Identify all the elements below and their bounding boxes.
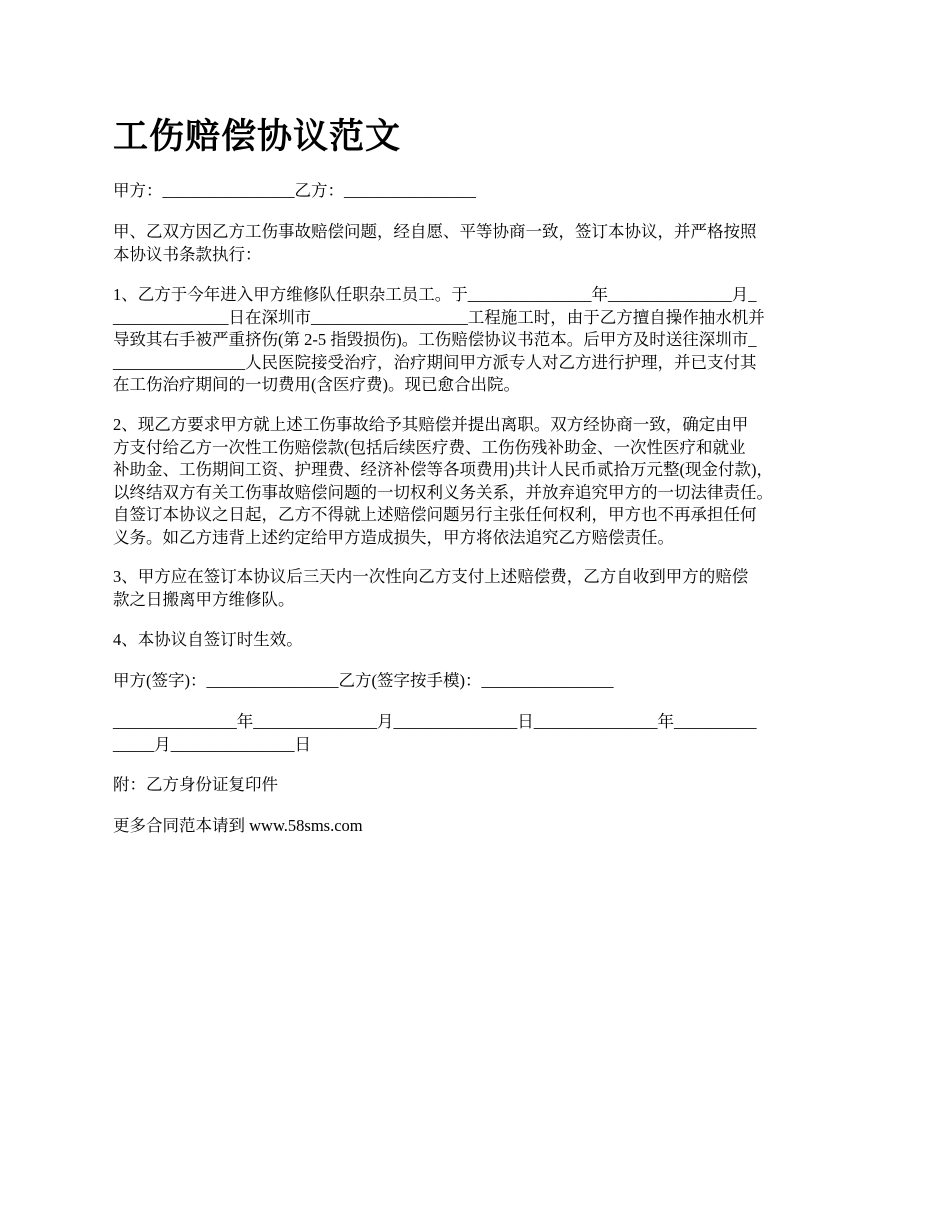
more-templates-note <box>113 815 853 838</box>
text-line: 以终结双方有关工伤事故赔偿问题的一切权利义务关系，并放弃追究甲方的一切法律责任。 <box>113 482 773 502</box>
clause-4-paragraph <box>113 629 853 652</box>
text-line: 自签订本协议之日起，乙方不得就上述赔偿问题另行主张任何权利，甲方也不再承担任何 <box>113 505 757 524</box>
intro-paragraph <box>113 221 853 266</box>
text-line: 在工伤治疗期间的一切费用(含医疗费)。现已愈合出院。 <box>113 375 520 394</box>
attachment-note <box>113 774 853 797</box>
text-line: 甲、乙双方因乙方工伤事故赔偿问题，经自愿、平等协商一致，签订本协议，并严格按照 <box>113 222 757 241</box>
text-line: 方支付给乙方一次性工伤赔偿款(包括后续医疗费、工伤伤残补助金、一次性医疗和就业 <box>113 437 746 457</box>
text-line: 款之日搬离甲方维修队。 <box>113 589 295 609</box>
date-lines <box>113 711 853 756</box>
text-line: _____月_______________日 <box>113 734 311 754</box>
text-line: 补助金、工伤期间工资、护理费、经济补偿等各项费用)共计人民币贰拾万元整(现金付款)， <box>113 460 773 479</box>
text-line: 1、乙方于今年进入甲方维修队任职杂工员工。于_______________年_______________月_ <box>113 285 757 304</box>
clause-2-paragraph <box>113 414 853 549</box>
text-line: ________________人民医院接受治疗，治疗期间甲方派专人对乙方进行护理，并已支付其 <box>113 352 757 372</box>
text-line: 导致其右手被严重挤伤(第 2-5 指毁损伤)。工伤赔偿协议书范本。后甲方及时送往深圳市_ <box>113 330 757 349</box>
text-line: 附：乙方身份证复印件 <box>113 775 278 794</box>
clause-1-paragraph <box>113 284 853 397</box>
text-line: 甲方(签字)：________________乙方(签字按手模)：________________ <box>113 671 614 690</box>
text-line: 义务。如乙方违背上述约定给甲方造成损失，甲方将依法追究乙方赔偿责任。 <box>113 527 674 547</box>
text-line: 2、现乙方要求甲方就上述工伤事故给予其赔偿并提出离职。双方经协商一致，确定由甲 <box>113 415 749 434</box>
text-line: _______________年_______________月_______________日_______________年__________ <box>113 712 757 731</box>
document-title: 工伤赔偿协议范文 <box>113 117 402 157</box>
parties-line <box>113 180 853 203</box>
clause-3-paragraph <box>113 566 853 611</box>
text-line: 甲方：________________乙方：________________ <box>113 181 476 200</box>
text-line: 3、甲方应在签订本协议后三天内一次性向乙方支付上述赔偿费，乙方自收到甲方的赔偿 <box>113 567 749 586</box>
text-line: 更多合同范本请到 www.58sms.com <box>113 816 363 835</box>
text-line: 4、本协议自签订时生效。 <box>113 630 303 649</box>
signature-line <box>113 670 853 693</box>
text-line: ______________日在深圳市___________________工程施工时，由于乙方擅自操作抽水机并 <box>113 307 765 327</box>
text-line: 本协议书条款执行： <box>113 244 262 264</box>
